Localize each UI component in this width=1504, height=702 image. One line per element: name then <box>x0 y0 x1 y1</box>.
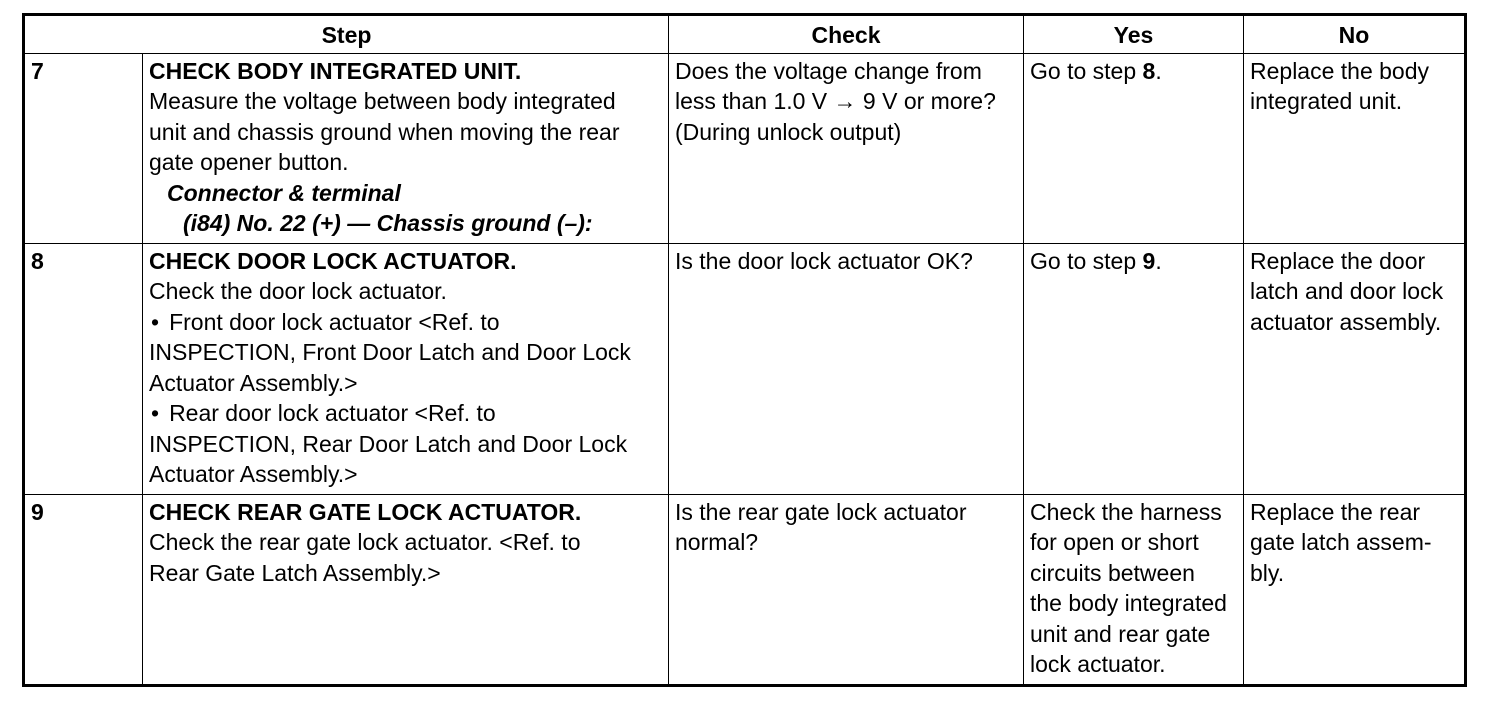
yes-text: Go to step <box>1030 247 1143 274</box>
no-cell <box>1244 243 1466 494</box>
step-cell <box>143 494 669 685</box>
yes-suffix: . <box>1155 57 1162 84</box>
no-line: Replace the body <box>1250 57 1430 84</box>
yes-cell <box>1024 53 1244 243</box>
no-line: gate latch assem- <box>1250 529 1432 555</box>
check-line: Is the door lock actuator OK? <box>675 247 973 274</box>
step-title: CHECK DOOR LOCK ACTUATOR. <box>149 247 517 274</box>
bullet-line: Rear door lock actuator <Ref. to <box>169 400 496 426</box>
spec-label: Connector & terminal <box>167 179 401 206</box>
yes-suffix: . <box>1155 247 1162 274</box>
no-line: integrated unit. <box>1250 88 1403 114</box>
yes-text: Go to step <box>1030 57 1143 84</box>
bullet-line: INSPECTION, Rear Door Latch and Door Lock <box>149 430 628 457</box>
yes-cell <box>1024 243 1244 494</box>
yes-line: circuits between <box>1030 559 1195 586</box>
no-line: actuator assembly. <box>1250 308 1442 335</box>
step-desc-line: Measure the voltage between body integrated <box>149 88 616 114</box>
yes-line: lock actuator. <box>1030 651 1166 677</box>
yes-cell <box>1024 494 1244 685</box>
check-line: less than 1.0 V → 9 V or more? <box>675 88 996 114</box>
bullet-item <box>149 307 663 399</box>
step-title: CHECK BODY INTEGRATED UNIT. <box>149 57 522 84</box>
step-number-text: 7 <box>31 57 44 84</box>
check-cell <box>669 243 1024 494</box>
header-row <box>24 15 1466 54</box>
no-line: Replace the rear <box>1250 498 1421 525</box>
header-step: Step <box>24 15 669 54</box>
goto-step-link[interactable]: 9 <box>1142 247 1156 274</box>
yes-line: unit and rear gate <box>1030 620 1211 647</box>
bullet-line: Actuator Assembly.> <box>149 369 358 396</box>
step-number <box>24 494 143 685</box>
check-line: Is the rear gate lock actuator <box>675 498 967 525</box>
bullet-line: INSPECTION, Front Door Latch and Door Lock <box>149 339 631 365</box>
spec-value: (i84) No. 22 (+) — Chassis ground (–): <box>183 210 593 236</box>
step-desc-line: Check the door lock actuator. <box>149 278 447 304</box>
step-desc-line: unit and chassis ground when moving the rear <box>149 118 620 145</box>
yes-line: Check the harness <box>1030 498 1222 525</box>
table-row <box>24 494 1466 685</box>
table-row <box>24 53 1466 243</box>
step-number <box>24 53 143 243</box>
bullet-icon: • <box>151 400 160 426</box>
check-line: normal? <box>675 529 759 555</box>
bullet-line: Front door lock actuator <Ref. to <box>169 308 500 335</box>
bullet-icon: • <box>151 308 160 335</box>
yes-line: the body integrated <box>1030 590 1227 616</box>
check-line: Does the voltage change from <box>675 57 982 84</box>
bullet-line: Actuator Assembly.> <box>149 461 358 487</box>
step-number-text: 8 <box>31 247 44 274</box>
header-yes: Yes <box>1024 15 1244 54</box>
no-cell <box>1244 494 1466 685</box>
step-number <box>24 243 143 494</box>
step-desc-line: Check the rear gate lock actuator. <Ref. to <box>149 529 581 555</box>
diagnostic-table <box>22 13 1467 687</box>
check-cell <box>669 53 1024 243</box>
header-no: No <box>1244 15 1466 54</box>
goto-step-link[interactable]: 8 <box>1142 57 1156 84</box>
table-row <box>24 243 1466 494</box>
no-line: Replace the door <box>1250 247 1426 274</box>
bullet-item <box>149 398 663 490</box>
step-title: CHECK REAR GATE LOCK ACTUATOR. <box>149 498 582 525</box>
check-line: (During unlock output) <box>675 118 902 145</box>
yes-line: for open or short <box>1030 529 1199 555</box>
check-cell <box>669 494 1024 685</box>
step-desc-line: Rear Gate Latch Assembly.> <box>149 559 441 586</box>
no-line: latch and door lock <box>1250 278 1444 304</box>
no-line: bly. <box>1250 559 1285 586</box>
no-cell <box>1244 53 1466 243</box>
header-check: Check <box>669 15 1024 54</box>
step-cell <box>143 243 669 494</box>
step-cell <box>143 53 669 243</box>
step-desc-line: gate opener button. <box>149 149 349 175</box>
step-number-text: 9 <box>31 498 44 525</box>
